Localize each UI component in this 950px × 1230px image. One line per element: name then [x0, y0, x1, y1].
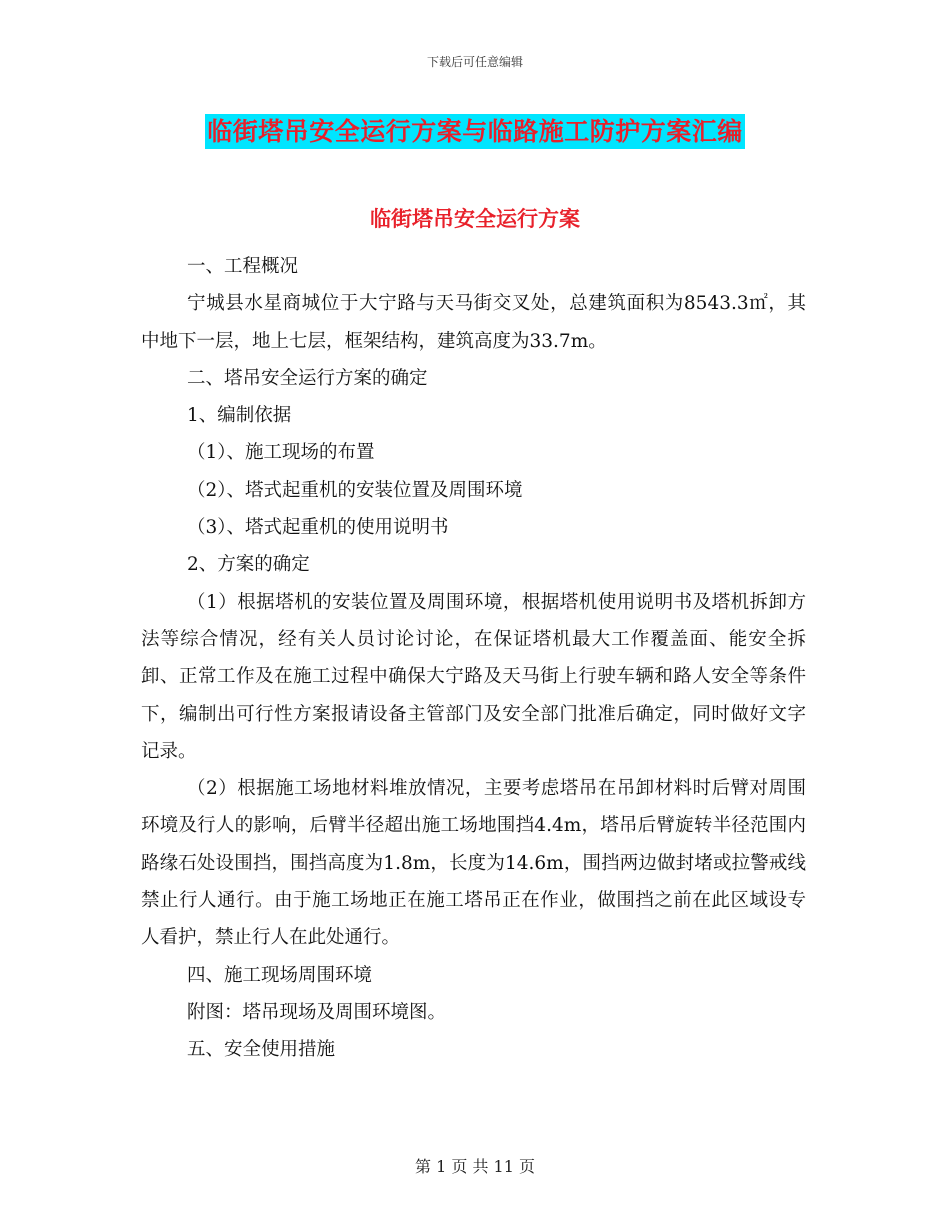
- paragraph-plan-2: （2）根据施工场地材料堆放情况，主要考虑塔吊在吊卸材料时后臂对周围环境及行人的影响，后臂半径超出施工场地围挡4.4m，塔吊后臂旋转半径范围内路缘石处设围挡，围挡高度为1.8m，长度为14.6m，围挡两边做封堵或拉警戒线禁止行人通行。由于施工场地正在施工塔吊正在作业，做围挡之前在此区域设专人看护，禁止行人在此处通行。: [141, 778, 806, 949]
- list-item-basis-3: （3）、塔式起重机的使用说明书: [187, 517, 449, 539]
- heading-safety-measures: 五、安全使用措施: [187, 1039, 336, 1061]
- paragraph-plan-1: （1）根据塔机的安装位置及周围环境，根据塔机使用说明书及塔机拆卸方法等综合情况，经有关人员讨论讨论，在保证塔机最大工作覆盖面、能安全拆卸、正常工作及在施工过程中确保大宁路及天马街上行驶车辆和路人安全等条件下，编制出可行性方案报请设备主管部门及安全部门批准后确定，同时做好文字记录。: [141, 591, 806, 762]
- page-header-note: 下载后可任意编辑: [426, 55, 523, 69]
- document-body: [141, 248, 806, 1069]
- heading-basis: 1、编制依据: [187, 405, 292, 427]
- paragraph-attachment: 附图：塔吊现场及周围环境图。: [187, 1001, 447, 1023]
- heading-site-environment: 四、施工现场周围环境: [187, 964, 373, 986]
- section-title: 临街塔吊安全运行方案: [370, 207, 580, 231]
- page-number-footer: 第 1 页 共 11 页: [415, 1157, 535, 1176]
- heading-plan-confirm: 2、方案的确定: [187, 554, 310, 576]
- list-item-basis-2: （2）、塔式起重机的安装位置及周围环境: [187, 479, 523, 501]
- heading-project-overview: 一、工程概况: [187, 256, 299, 277]
- document-title-text: 临街塔吊安全运行方案与临路施工防护方案汇编: [205, 114, 745, 149]
- document-title: [0, 112, 950, 148]
- paragraph-project-overview: 宁城县水星商城位于大宁路与天马街交叉处，总建筑面积为8543.3㎡，其中地下一层，地上七层，框架结构，建筑高度为33.7m。: [141, 293, 806, 352]
- list-item-basis-1: （1）、施工现场的布置: [187, 442, 375, 464]
- heading-plan-determination: 二、塔吊安全运行方案的确定: [187, 367, 428, 389]
